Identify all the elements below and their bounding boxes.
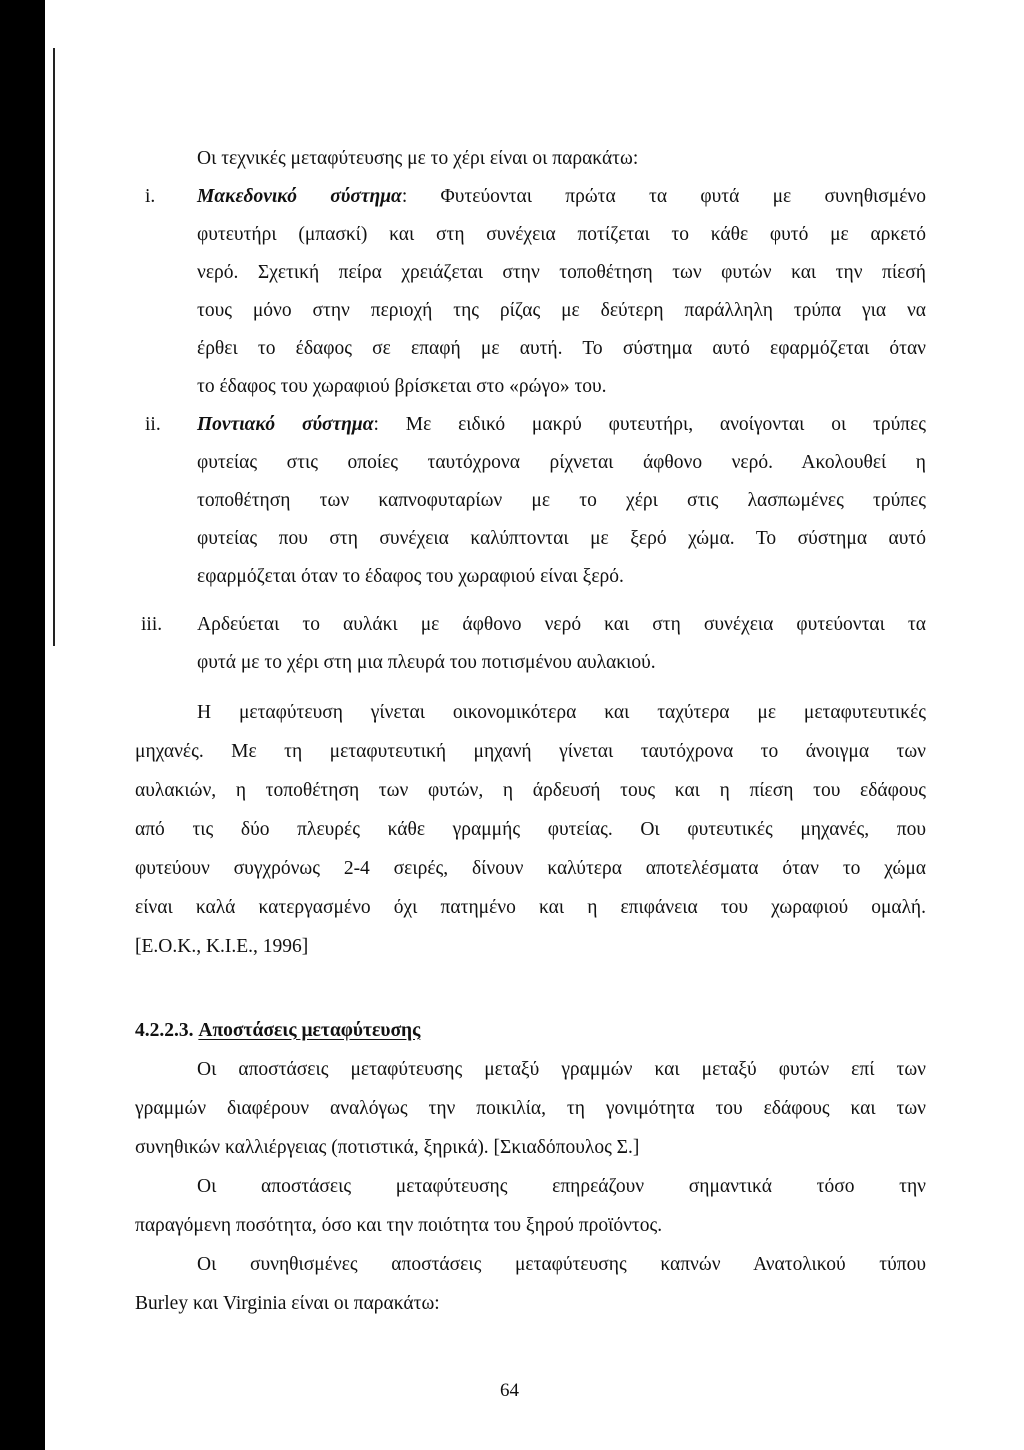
list-item-ii-line: φυτείας που στη συνέχεια καλύπτονται με ξερό χώμα. Το σύστημα αυτό: [197, 528, 926, 549]
document-page: [45, 0, 1024, 1450]
list-item-i-line: φυτευτήρι (μπασκί) και στη συνέχεια ποτίζεται το κάθε φυτό με αρκετό: [197, 224, 926, 245]
intro-text: Οι τεχνικές μεταφύτευσης με το χέρι είναι οι παρακάτω:: [197, 148, 639, 169]
list-marker-iii: iii.: [141, 614, 163, 635]
list-item-i-line: νερό. Σχετική πείρα χρειάζεται στην τοποθέτηση των φυτών και την πίεσή: [197, 262, 926, 283]
page-number: 64: [500, 1380, 519, 1401]
list-marker-ii: ii.: [145, 414, 161, 435]
list-item-i-line: έρθει το έδαφος σε επαφή με αυτή. Το σύστημα αυτό εφαρμόζεται όταν: [197, 338, 926, 359]
paragraph-line: Burley και Virginia είναι οι παρακάτω:: [135, 1293, 440, 1314]
list-item-iii-line: φυτά με το χέρι στη μια πλευρά του ποτισμένου αυλακιού.: [197, 652, 656, 673]
paragraph-line: συνηθικών καλλιέργειας (ποτιστικά, ξηρικά). [Σκιαδόπουλος Σ.]: [135, 1137, 640, 1158]
list-item-iii-first-line: Αρδεύεται το αυλάκι με άφθονο νερό και στη συνέχεια φυτεύονται τα: [197, 614, 926, 635]
paragraph-line: είναι καλά κατεργασμένο όχι πατημένο και η επιφάνεια του χωραφιού ομαλή.: [135, 897, 926, 918]
list-item-ii-line: τοποθέτηση των καπνοφυταρίων με το χέρι στις λασπωμένες τρύπες: [197, 490, 926, 511]
list-item-i-line: τους μόνο στην περιοχή της ρίζας με δεύτερη παράλληλη τρύπα για να: [197, 300, 926, 321]
margin-line: [53, 48, 55, 646]
list-item-i-first-line: Μακεδονικό σύστημα: Φυτεύονται πρώτα τα φυτά με συνηθισμένο: [197, 186, 926, 207]
section-title: Αποστάσεις μεταφύτευσης: [198, 1020, 421, 1041]
paragraph-line: Οι συνηθισμένες αποστάσεις μεταφύτευσης καπνών Ανατολικού τύπου: [197, 1254, 926, 1275]
paragraph-line: μηχανές. Με τη μεταφυτευτική μηχανή γίνεται ταυτόχρονα το άνοιγμα των: [135, 741, 926, 762]
list-item-ii-line: εφαρμόζεται όταν το έδαφος του χωραφιού είναι ξερό.: [197, 566, 624, 587]
section-number: 4.2.2.3.: [135, 1020, 194, 1041]
paragraph-line: παραγόμενη ποσότητα, όσο και την ποιότητα του ξηρού προϊόντος.: [135, 1215, 663, 1236]
list-marker-i: i.: [145, 186, 156, 207]
paragraph-line: αυλακιών, η τοποθέτηση των φυτών, η άρδευσή τους και η πίεση του εδάφους: [135, 780, 926, 801]
paragraph-line: από τις δύο πλευρές κάθε γραμμής φυτείας. Οι φυτευτικές μηχανές, που: [135, 819, 926, 840]
citation: [Ε.Ο.Κ., Κ.Ι.Ε., 1996]: [135, 936, 309, 957]
list-item-i-line: το έδαφος του χωραφιού βρίσκεται στο «ρώγο» του.: [197, 376, 607, 397]
list-item-ii-line: φυτείας στις οποίες ταυτόχρονα ρίχνεται άφθονο νερό. Ακολουθεί η: [197, 452, 926, 473]
paragraph-line: Οι αποστάσεις μεταφύτευσης μεταξύ γραμμών και μεταξύ φυτών επί των: [197, 1059, 926, 1080]
paragraph-line: φυτεύουν συγχρόνως 2-4 σειρές, δίνουν καλύτερα αποτελέσματα όταν το χώμα: [135, 858, 926, 879]
paragraph-line: Οι αποστάσεις μεταφύτευσης επηρεάζουν σημαντικά τόσο την: [197, 1176, 926, 1197]
term-macedonian-system: Μακεδονικό σύστημα: [197, 186, 402, 207]
term-pontic-system: Ποντιακό σύστημα: [197, 414, 374, 435]
paragraph-line: Η μεταφύτευση γίνεται οικονομικότερα και ταχύτερα με μεταφυτευτικές: [197, 702, 926, 723]
section-heading: [135, 1012, 420, 1050]
paragraph-line: γραμμών διαφέρουν αναλόγως την ποικιλία, τη γονιμότητα του εδάφους και των: [135, 1098, 926, 1119]
list-item-ii-first-line: Ποντιακό σύστημα: Με ειδικό μακρύ φυτευτήρι, ανοίγονται οι τρύπες: [197, 414, 926, 435]
